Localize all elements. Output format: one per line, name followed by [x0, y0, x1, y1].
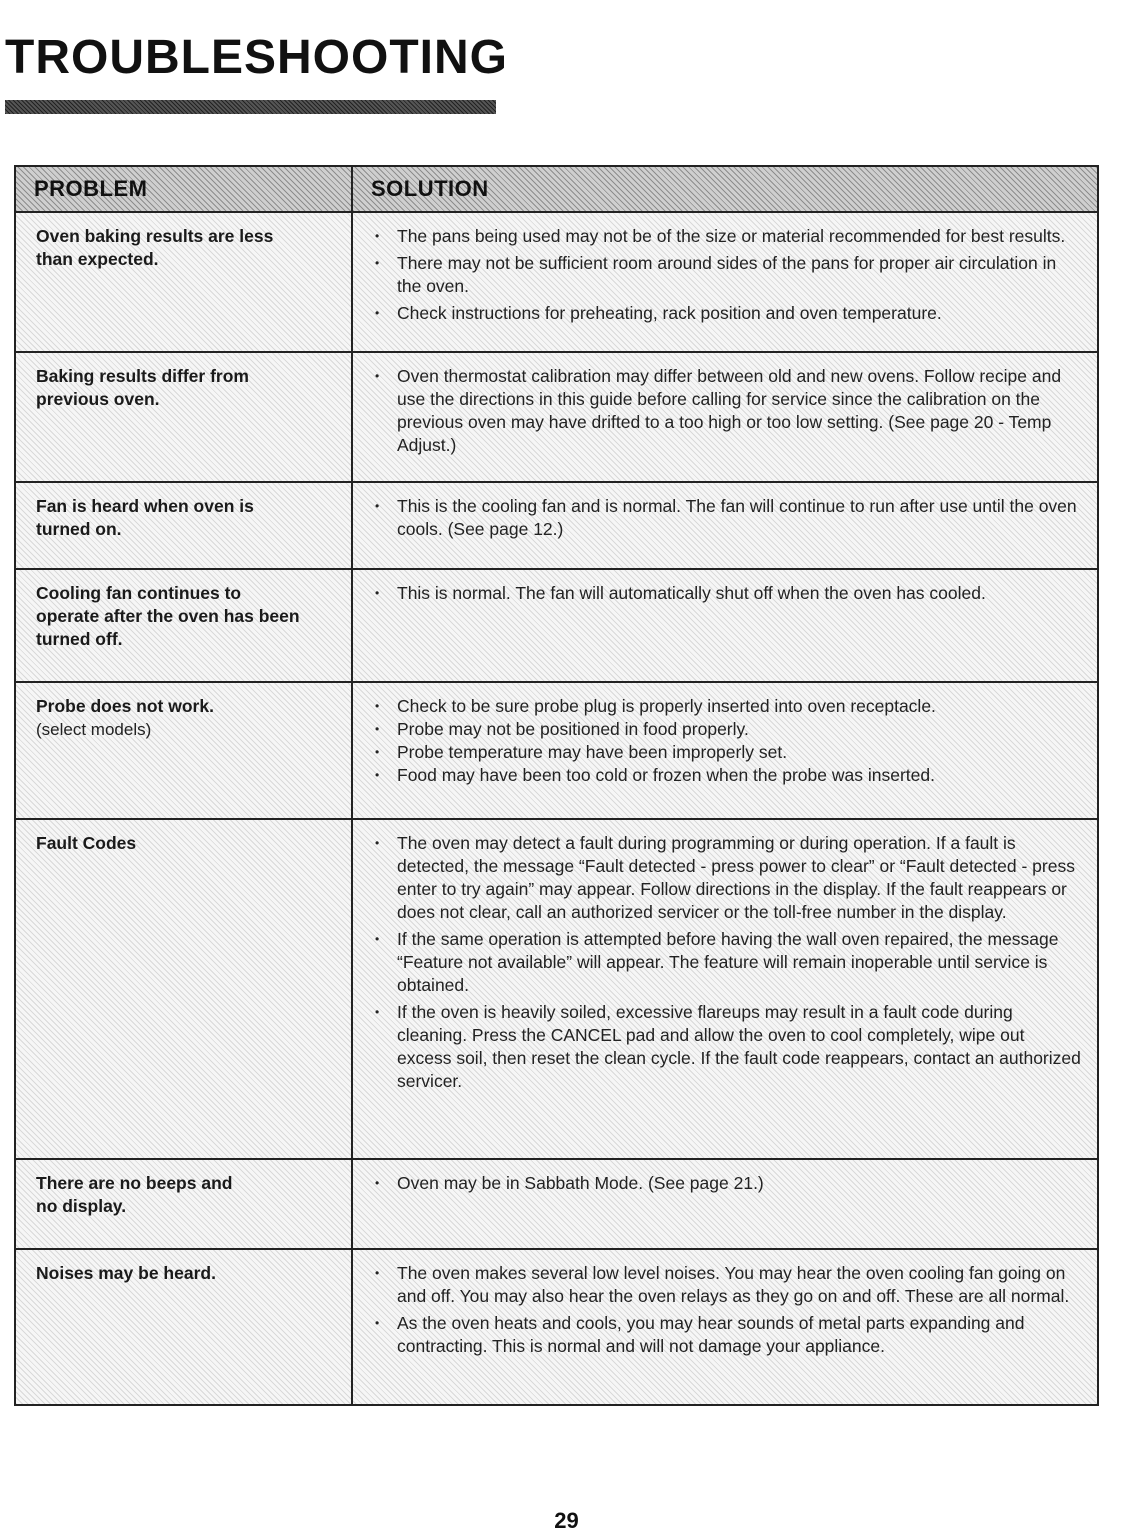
solution-item: • Oven thermostat calibration may differ between old and new ovens. Follow recipe and use the directions in this guide before calling for service since the calibration on the previous oven may have drifted to a too high or too low setting. (See page 20 - Temp Adjust.): [373, 365, 1083, 457]
solution-cell: [353, 1250, 1097, 1404]
table-row: [16, 681, 1097, 818]
problem-text: Baking results differ from previous oven.: [36, 366, 249, 409]
solution-cell: [353, 683, 1097, 818]
solution-item: • Probe may not be positioned in food properly.: [373, 718, 1083, 741]
solution-cell: [353, 820, 1097, 1158]
solution-item: • Oven may be in Sabbath Mode. (See page 21.): [373, 1172, 1083, 1195]
troubleshooting-table: [14, 165, 1099, 1406]
title-underline-bar: [5, 100, 496, 114]
solution-cell: [353, 1160, 1097, 1248]
problem-text: Oven baking results are less than expected.: [36, 226, 274, 269]
problem-cell: [16, 1160, 353, 1248]
solution-item: • There may not be sufficient room around sides of the pans for proper air circulation in the oven.: [373, 252, 1083, 298]
solution-item: • This is the cooling fan and is normal. The fan will continue to run after use until the oven cools. (See page 12.): [373, 495, 1083, 541]
header-solution: SOLUTION: [353, 167, 1097, 211]
table-row: [16, 818, 1097, 1158]
problem-note: (select models): [36, 720, 152, 739]
solution-item: • Probe temperature may have been improperly set.: [373, 741, 1083, 764]
header-problem: PROBLEM: [16, 167, 353, 211]
table-row: [16, 568, 1097, 681]
solution-item: • If the oven is heavily soiled, excessive flareups may result in a fault code during cleaning. Press the CANCEL pad and allow the oven to cool completely, wipe out excess soil, then reset the clean cycle. If the fault code reappears, contact an authorized servicer.: [373, 1001, 1083, 1093]
solution-cell: [353, 483, 1097, 568]
solution-item: • Check to be sure probe plug is properly inserted into oven receptacle.: [373, 695, 1083, 718]
solution-cell: [353, 570, 1097, 681]
page-title: TROUBLESHOOTING: [5, 31, 508, 84]
solution-item: • The oven may detect a fault during programming or during operation. If a fault is detected, the message “Fault detected - press power to clear” or “Fault detected - press enter to try again” may appear. Follow directions in the display. If the fault reappears or does not clear, call an authorized servicer or the toll-free number in the display.: [373, 832, 1083, 924]
problem-cell: [16, 683, 353, 818]
problem-cell: [16, 1250, 353, 1404]
solution-cell: [353, 353, 1097, 481]
problem-cell: [16, 353, 353, 481]
solution-item: • Check instructions for preheating, rack position and oven temperature.: [373, 302, 1083, 325]
table-row: [16, 1248, 1097, 1404]
problem-text: Fault Codes: [36, 833, 137, 853]
problem-text: Fan is heard when oven is turned on.: [36, 496, 254, 539]
table-row: [16, 481, 1097, 568]
problem-cell: [16, 213, 353, 351]
table-row: [16, 211, 1097, 351]
table-row: [16, 351, 1097, 481]
solution-item: • The oven makes several low level noises. You may hear the oven cooling fan going on and off. You may also hear the oven relays as they go on and off. These are all normal.: [373, 1262, 1083, 1308]
problem-cell: [16, 570, 353, 681]
solution-cell: [353, 213, 1097, 351]
problem-text: Cooling fan continues to operate after the oven has been turned off.: [36, 583, 300, 649]
solution-item: • Food may have been too cold or frozen when the probe was inserted.: [373, 764, 1083, 787]
table-row: [16, 1158, 1097, 1248]
problem-text: There are no beeps and no display.: [36, 1173, 233, 1216]
problem-cell: [16, 483, 353, 568]
problem-cell: [16, 820, 353, 1158]
solution-item: • This is normal. The fan will automatically shut off when the oven has cooled.: [373, 582, 1083, 605]
solution-item: • As the oven heats and cools, you may hear sounds of metal parts expanding and contracting. This is normal and will not damage your appliance.: [373, 1312, 1083, 1358]
page-number: 29: [554, 1508, 579, 1533]
solution-item: • The pans being used may not be of the size or material recommended for best results.: [373, 225, 1083, 248]
problem-text: Noises may be heard.: [36, 1263, 216, 1283]
problem-text: Probe does not work.: [36, 696, 214, 716]
solution-item: • If the same operation is attempted before having the wall oven repaired, the message “Feature not available” will appear. The feature will remain inoperable until service is obtained.: [373, 928, 1083, 997]
